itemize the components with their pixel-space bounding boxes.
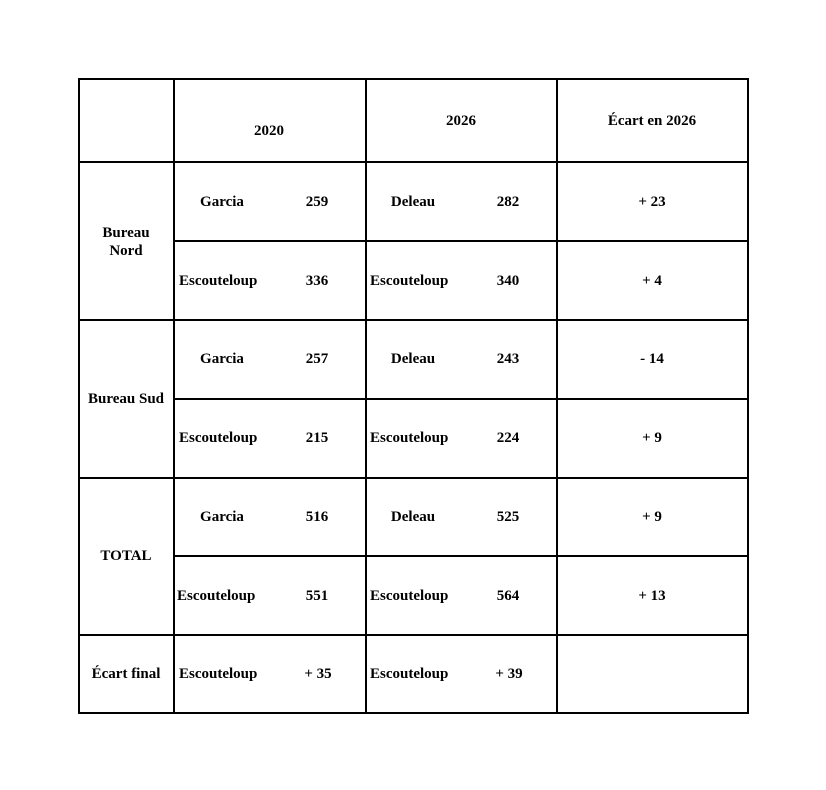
row-label-line: Nord (109, 243, 143, 259)
final-gap-2020: + 35 (304, 666, 332, 682)
table-rule (78, 78, 80, 714)
vote-count: 282 (496, 194, 520, 210)
vote-count: 243 (496, 351, 520, 367)
candidate-name: Deleau (390, 194, 436, 210)
table-rule (173, 78, 175, 714)
candidate-name: Deleau (390, 509, 436, 525)
table-rule (174, 398, 749, 400)
row-label-ecart-final: Écart final (91, 666, 161, 682)
vote-count: 224 (496, 430, 520, 446)
table-rule (78, 78, 749, 80)
vote-count: 215 (305, 430, 329, 446)
vote-count: 336 (305, 273, 329, 289)
row-label-total: TOTAL (100, 548, 152, 564)
candidate-name: Escouteloup (370, 273, 449, 289)
header-ecart-2026: Écart en 2026 (607, 113, 697, 129)
candidate-name: Garcia (200, 509, 244, 525)
header-2020: 2020 (254, 123, 284, 139)
results-table (78, 78, 749, 714)
candidate-name: Escouteloup (179, 666, 258, 682)
vote-count: 564 (496, 588, 520, 604)
table-rule (365, 78, 367, 714)
vote-count: 257 (305, 351, 329, 367)
candidate-name: Escouteloup (177, 588, 256, 604)
table-rule (78, 161, 749, 163)
table-rule (174, 555, 749, 557)
vote-count: 551 (305, 588, 329, 604)
table-rule (174, 240, 749, 242)
row-label-bureau-sud: Bureau Sud (87, 391, 165, 407)
candidate-name: Escouteloup (179, 273, 258, 289)
candidate-name: Escouteloup (179, 430, 258, 446)
vote-count: 516 (305, 509, 329, 525)
final-gap-2026: + 39 (495, 666, 523, 682)
table-rule (747, 78, 749, 714)
ecart-value: + 4 (642, 273, 662, 289)
candidate-name: Garcia (200, 351, 244, 367)
candidate-name: Escouteloup (370, 430, 449, 446)
ecart-value: + 23 (638, 194, 666, 210)
row-label-bureau-nord (102, 224, 149, 260)
table-rule (78, 712, 749, 714)
candidate-name: Escouteloup (370, 666, 449, 682)
row-label-line: Bureau (102, 225, 150, 241)
ecart-value: + 13 (638, 588, 666, 604)
vote-count: 340 (496, 273, 520, 289)
candidate-name: Garcia (200, 194, 244, 210)
table-rule (78, 477, 749, 479)
table-rule (78, 634, 749, 636)
table-rule (78, 319, 749, 321)
vote-count: 259 (305, 194, 329, 210)
table-rule (556, 78, 558, 714)
vote-count: 525 (496, 509, 520, 525)
candidate-name: Escouteloup (370, 588, 449, 604)
ecart-value: + 9 (642, 430, 662, 446)
candidate-name: Deleau (390, 351, 436, 367)
ecart-value: + 9 (642, 509, 662, 525)
header-2026: 2026 (446, 113, 476, 129)
ecart-value: - 14 (640, 351, 664, 367)
